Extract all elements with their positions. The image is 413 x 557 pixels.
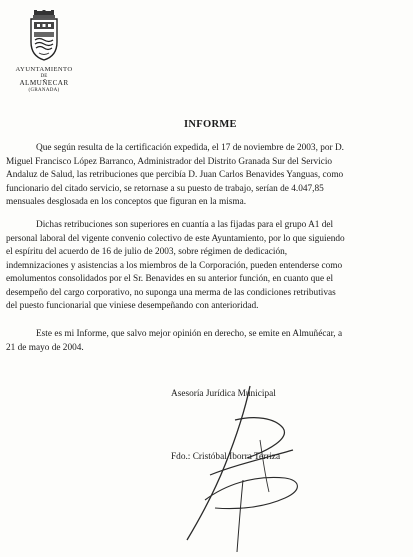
paragraph-line: desempeño del cargo corporativo, no suponga una merma de las condiciones retributivas xyxy=(6,287,336,298)
paragraph-line: Dichas retribuciones son superiores en cuantía a las fijadas para el grupo A1 del xyxy=(36,220,334,230)
signer-name: Fdo.: Cristóbal Iborra Terriza xyxy=(171,452,281,462)
paragraph-line: funcionario del citado servicio, se retornase a su puesto de trabajo, serían de 4.047,85 xyxy=(6,183,324,194)
signing-department: Asesoría Jurídica Municipal xyxy=(171,389,276,399)
paragraph-closing xyxy=(6,328,413,355)
paragraph-line: el espíritu del acuerdo de 16 de julio de 2003, sobre régimen de dedicación, xyxy=(6,247,288,257)
paragraph-line: del puesto funcionarial que viniese desempeñando con anterioridad. xyxy=(6,301,259,311)
paragraph-certification xyxy=(6,142,413,210)
paragraph-line: Miguel Francisco López Barranco, Administrador del Distrito Granada Sur del Servicio xyxy=(6,156,333,167)
paragraph-line: emolumentos consolidados por el Sr. Benavides en su anterior función, en cuanto que el xyxy=(6,274,334,284)
org-town: ALMUÑECAR xyxy=(19,79,69,87)
paragraph-line: Que según resulta de la certificación expedida, el 17 de noviembre de 2003, por D. xyxy=(36,143,344,153)
paragraph-line: indemnizaciones y asistencias a los miembros de la Corporación, pueden entenderse como xyxy=(6,260,343,271)
paragraph-line: mensuales desglosada en los conceptos que figuran en la misma. xyxy=(6,197,247,207)
paragraph-line: Este es mi Informe, que salvo mejor opinión en derecho, se emite en Almuñécar, a xyxy=(36,329,343,339)
document-title: INFORME xyxy=(184,119,237,130)
coat-of-arms-seal xyxy=(26,10,62,62)
org-connector: DE xyxy=(40,74,48,79)
org-province: (GRANADA) xyxy=(28,88,60,93)
handwritten-signature xyxy=(165,380,315,555)
letterhead xyxy=(0,10,88,93)
paragraph-line: 21 de mayo de 2004. xyxy=(6,342,84,353)
paragraph-line: personal laboral del vigente convenio colectivo de este Ayuntamiento, por lo que siguiendo xyxy=(6,233,345,244)
paragraph-remuneration xyxy=(6,219,413,314)
org-name: AYUNTAMIENTO xyxy=(15,66,73,73)
paragraph-line: Andaluz de Salud, las retribuciones que percibía D. Juan Carlos Benavides Yanguas, como xyxy=(6,170,344,180)
